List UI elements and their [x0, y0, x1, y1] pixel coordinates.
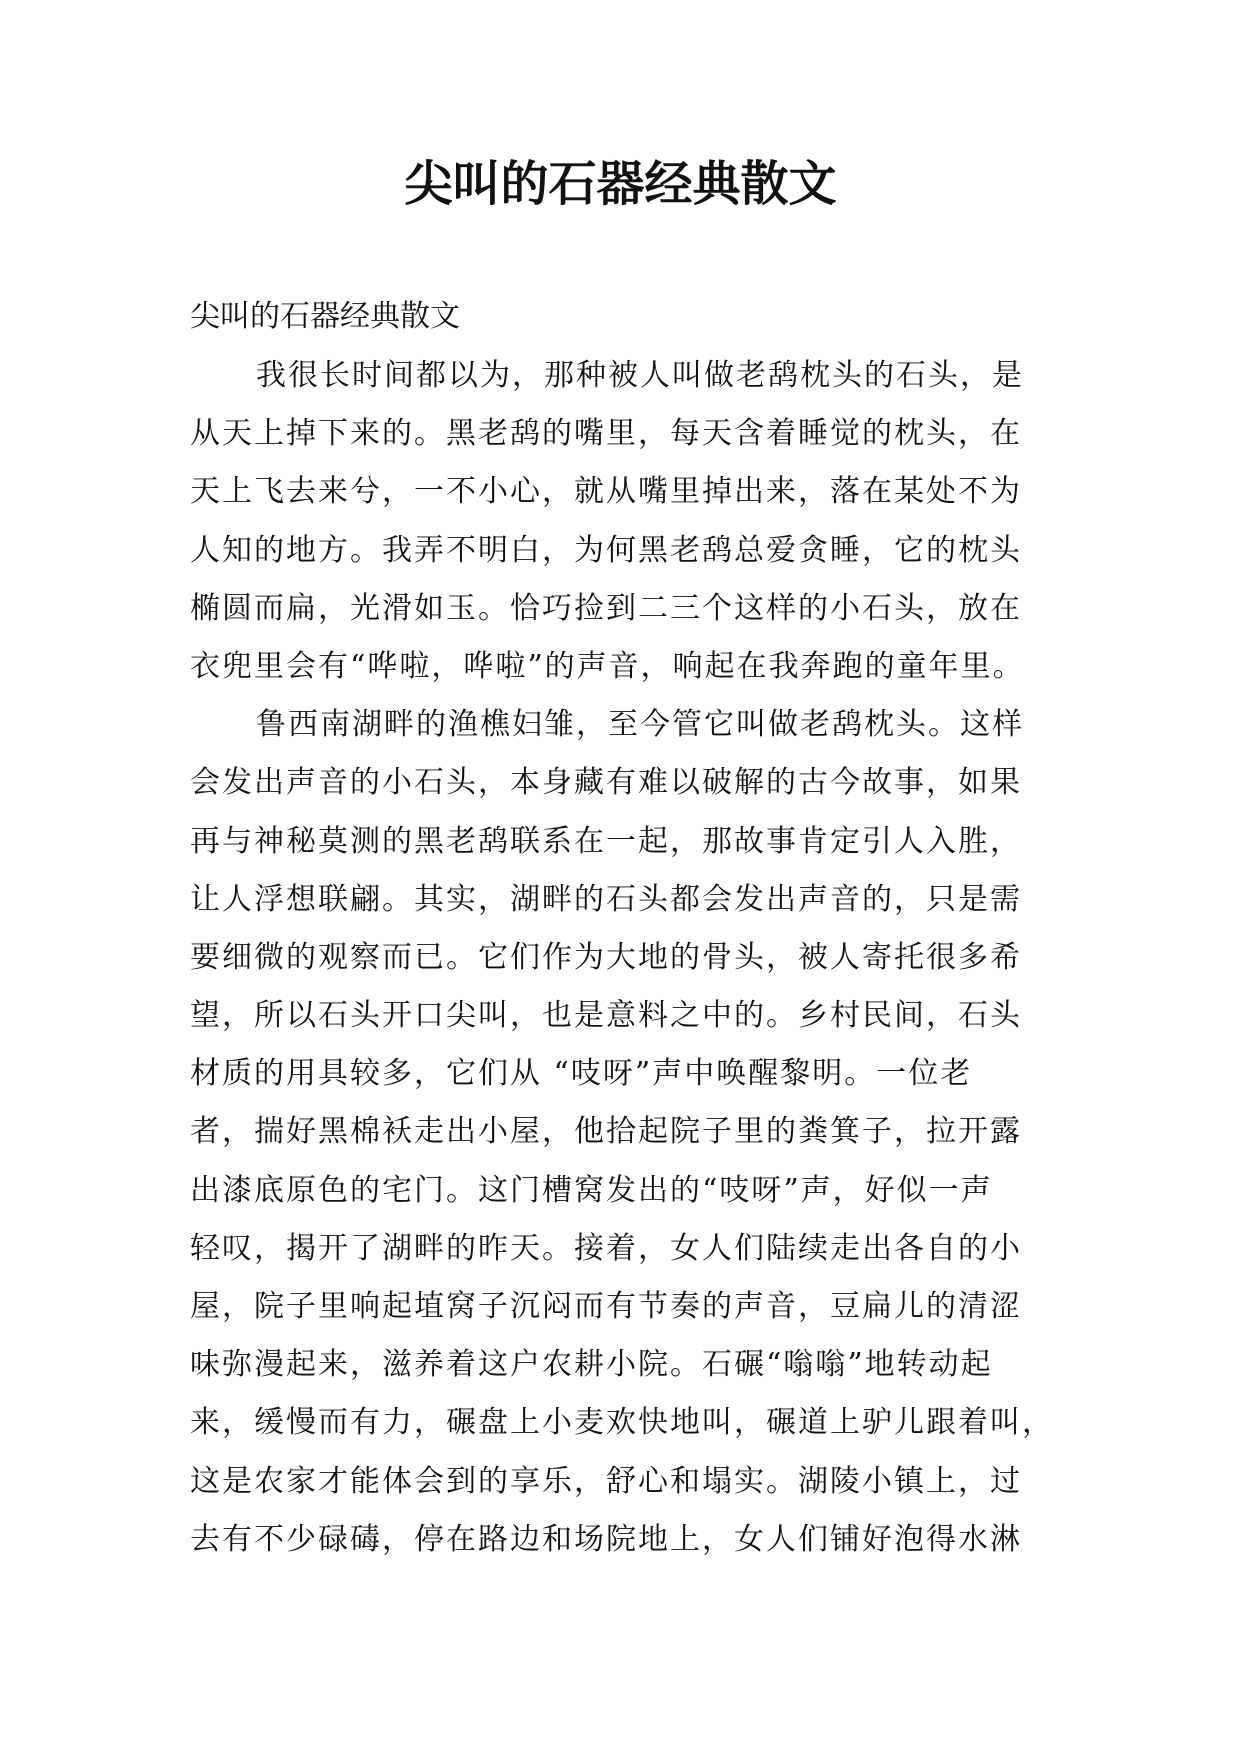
body-line: 者，揣好黑棉袄走出小屋，他拾起院子里的粪箕子，拉开露 — [190, 1114, 1022, 1150]
document-body — [190, 347, 1060, 1569]
body-line: 会发出声音的小石头，本身藏有难以破解的古今故事，如果 — [190, 765, 1022, 801]
body-line: 望，所以石头开口尖叫，也是意料之中的。乡村民间，石头 — [190, 998, 1022, 1034]
body-line: 天上飞去来兮，一不小心，就从嘴里掉出来，落在某处不为 — [190, 474, 1022, 510]
body-line: 轻叹，揭开了湖畔的昨天。接着，女人们陆续走出各自的小 — [190, 1230, 1022, 1266]
body-line: 屋，院子里响起埴窝子沉闷而有节奏的声音，豆扁儿的清涩 — [190, 1289, 1022, 1324]
document-title: 尖叫的石器经典散文 — [404, 156, 837, 212]
body-line: 去有不少碌碡，停在路边和场院地上，女人们铺好泡得水淋 — [190, 1521, 1022, 1557]
body-line: 再与神秘莫测的黑老鸹联系在一起，那故事肯定引人入胜， — [190, 823, 1022, 859]
body-line: 从天上掉下来的。黑老鸹的嘴里，每天含着睡觉的枕头，在 — [190, 416, 1022, 452]
body-line: 我很长时间都以为，那种被人叫做老鸹枕头的石头，是 — [256, 358, 1024, 393]
body-line: 椭圆而扁，光滑如玉。恰巧捡到二三个这样的小石头，放在 — [190, 590, 1022, 626]
body-line: 让人浮想联翩。其实，湖畔的石头都会发出声音的，只是需 — [190, 881, 1022, 917]
body-line: 来，缓慢而有力，碾盘上小麦欢快地叫，碾道上驴儿跟着叫， — [190, 1405, 1054, 1441]
body-line: 这是农家才能体会到的享乐，舒心和塌实。湖陵小镇上，过 — [190, 1463, 1022, 1499]
body-line: 材质的用具较多，它们从 “吱呀”声中唤醒黎明。一位老 — [190, 1056, 973, 1092]
document-subtitle: 尖叫的石器经典散文 — [190, 299, 460, 334]
body-line: 出漆底原色的宅门。这门槽窝发出的“吱呀”声，好似一声 — [190, 1172, 993, 1208]
body-line: 味弥漫起来，滋养着这户农耕小院。石碾“嗡嗡”地转动起 — [190, 1347, 993, 1383]
body-line: 人知的地方。我弄不明白，为何黑老鸹总爱贪睡，它的枕头 — [190, 532, 1022, 568]
body-line: 要细微的观察而已。它们作为大地的骨头，被人寄托很多希 — [190, 939, 1022, 975]
body-line: 鲁西南湖畔的渔樵妇雏，至今管它叫做老鸹枕头。这样 — [256, 707, 1024, 743]
body-line: 衣兜里会有“哗啦，哗啦”的声音，响起在我奔跑的童年里。 — [190, 648, 1025, 684]
